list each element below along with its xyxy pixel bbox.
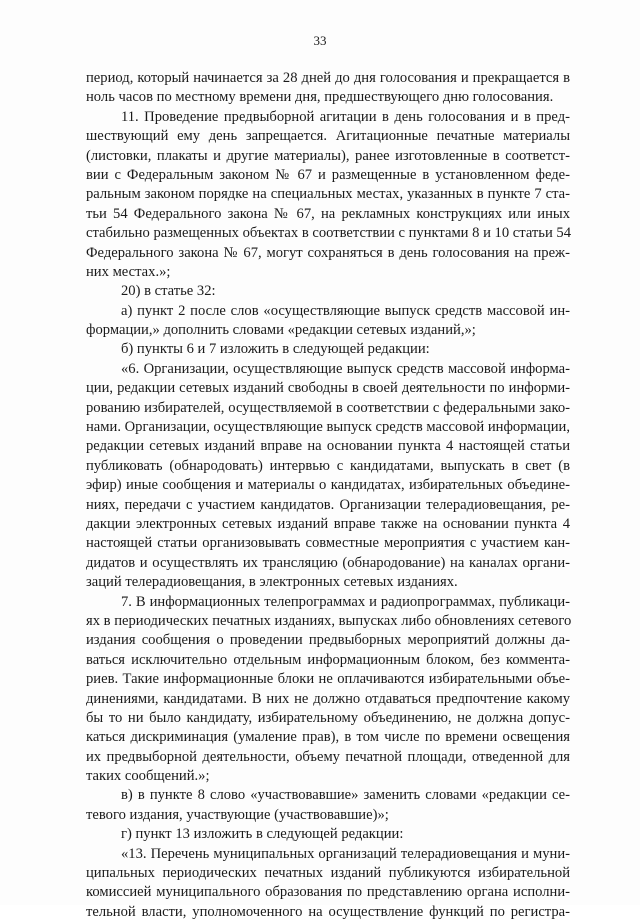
page-number: 33 [313, 33, 327, 48]
text-line: ципальных периодических печатных изданий публикуются избирательной [86, 865, 570, 882]
text-line: г) пункт 13 изложить в следующей редакции: [121, 826, 404, 843]
text-line: 20) в статье 32: [121, 283, 216, 300]
text-line: ноль часов по местному времени дня, предшествующего дню голосования. [86, 89, 554, 106]
text-line: заций телерадиовещания, в электронных сетевых изданиях. [86, 574, 458, 591]
text-line: ции, редакции сетевых изданий свободны в своей деятельности по информи- [86, 380, 570, 397]
text-line: дидатов и осуществлять их трансляцию (обнародование) на каналах органи- [86, 554, 570, 571]
text-line: таких сообщений.»; [86, 768, 210, 785]
text-line: 11. Проведение предвыборной агитации в день голосования и в пред- [121, 108, 570, 125]
text-line: ях в периодических печатных изданиях, выпусках либо обновлениях сетевого [86, 612, 572, 629]
text-line: их предвыборной деятельности, объему печатной площади, отведенной для [86, 748, 570, 765]
text-line: издания сообщения о проведении предвыборных мероприятий должны да- [86, 632, 570, 649]
text-line: нами. Организации, осуществляющие выпуск средств массовой информации, [86, 419, 570, 436]
text-line: 7. В информационных телепрограммах и радиопрограммах, публикаци- [121, 593, 570, 610]
text-line: дакции электронных сетевых изданий вправе также на основании пункта 4 [86, 515, 570, 532]
text-line: ниях, передачи с участием кандидатов. Организации телерадиовещания, ре- [86, 496, 570, 513]
text-line: «6. Организации, осуществляющие выпуск средств массовой информа- [121, 360, 570, 377]
text-line: а) пункт 2 после слов «осуществляющие выпуск средств массовой ин- [121, 302, 570, 319]
text-line: эфир) иные сообщения и материалы о кандидатах, избирательных объедине- [86, 477, 570, 494]
text-line: б) пункты 6 и 7 изложить в следующей редакции: [121, 341, 430, 358]
text-line: вии с Федеральным законом № 67 и размещенные в установленном феде- [86, 166, 570, 183]
text-line: тельной власти, уполномоченного на осуществление функций по регистра- [86, 903, 570, 920]
text-line: шествующий ему день запрещается. Агитационные печатные материалы [86, 128, 570, 145]
text-line: динениями, кандидатами. В них не должно отдаваться предпочтение какому [86, 690, 570, 707]
text-line: ваться исключительно отдельным информационным блоком, без коммента- [86, 651, 570, 668]
text-line: Федерального закона № 67, могут сохраняться в день голосования на преж- [86, 244, 570, 261]
text-line: риев. Такие информационные блоки не оплачиваются избирательными объе- [86, 671, 570, 688]
text-line: бы то ни было кандидату, избирательному объединению, не должна допус- [86, 709, 570, 726]
text-line: (листовки, плакаты и другие материалы), ранее изготовленные в соответст- [86, 147, 570, 164]
text-line: комиссией муниципального образования по представлению органа исполни- [86, 884, 570, 901]
text-line: формации,» дополнить словами «редакции сетевых изданий,»; [86, 322, 476, 339]
text-line: в) в пункте 8 слово «участвовавшие» заменить словами «редакции се- [121, 787, 570, 804]
text-line: настоящей статьи организовывать совместные мероприятия с участием кан- [86, 535, 570, 552]
text-line: «13. Перечень муниципальных организаций телерадиовещания и муни- [121, 845, 570, 862]
text-line: каться дискриминация (умаление прав), в том числе по времени освещения [86, 729, 570, 746]
text-line: стабильно размещенных объектах в соответствии с пунктами 8 и 10 статьи 54 [86, 225, 572, 242]
text-line: ральным законом порядке на специальных местах, указанных в пункте 7 ста- [86, 186, 570, 203]
text-line: публиковать (обнародовать) интервью с кандидатами, выпускать в свет (в [86, 457, 570, 474]
text-line: период, который начинается за 28 дней до дня голосования и прекращается в [86, 70, 570, 86]
document-body [86, 69, 570, 922]
text-line: рованию избирателей, осуществляемой в соответствии с федеральными зако- [86, 399, 570, 416]
text-line: тевого издания, участвующие (участвовавшие)»; [86, 806, 389, 823]
text-line: редакции сетевых изданий вправе на основании пункта 4 настоящей статьи [86, 438, 570, 455]
text-line: них местах.»; [86, 263, 171, 280]
text-line: тьи 54 Федерального закона № 67, на рекламных конструкциях или иных [86, 205, 570, 222]
